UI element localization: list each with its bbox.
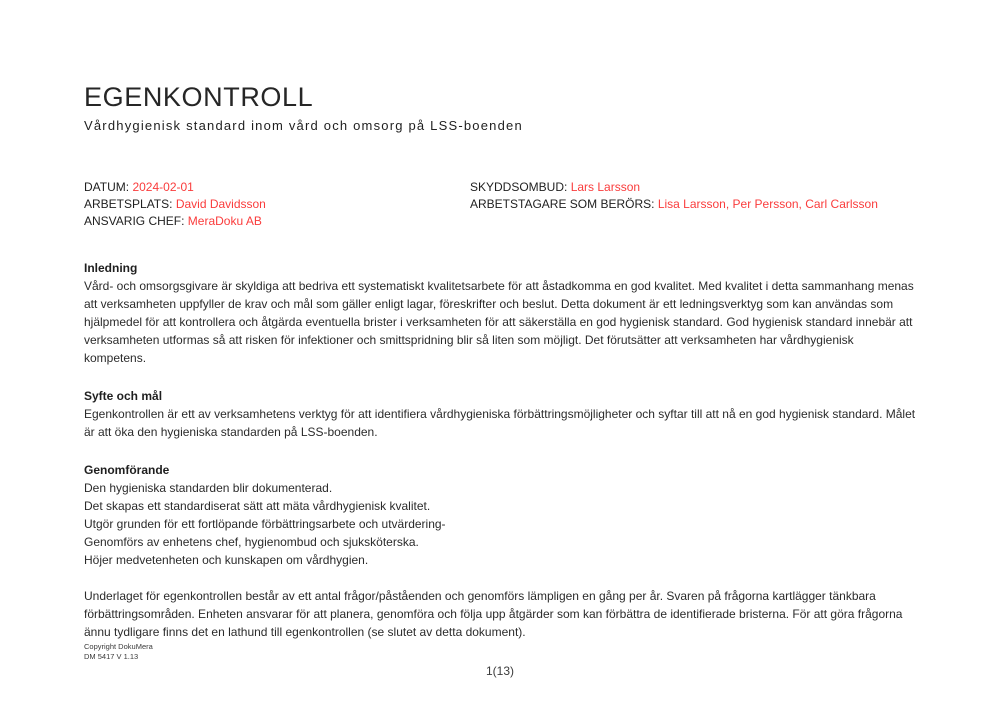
meta-label-ansvarig-chef: ANSVARIG CHEF: (84, 213, 188, 228)
meta-label-datum: DATUM: (84, 179, 133, 194)
meta-label-arbetstagare: ARBETSTAGARE SOM BERÖRS: (470, 196, 658, 211)
genomforande-line-5: Höjer medvetenheten och kunskapen om vårdhygien. (84, 552, 369, 567)
document-title: EGENKONTROLL (84, 82, 314, 112)
genomforande-lines (84, 479, 916, 569)
genomforande-line-4: Genomförs av enhetens chef, hygienombud och sjuksköterska. (84, 534, 419, 549)
meta-row-arbetsplats (84, 196, 470, 213)
meta-row-ansvarig-chef (84, 213, 470, 230)
section-paragraph-inledning: Vård- och omsorgsgivare är skyldiga att bedriva ett systematiskt kvalitetsarbete för att åstadkomma en god kvalitet. Med kvalitet i detta sammanhang menas att verksamheten uppfyller de krav och mål som gäller enligt lagar, föreskrifter och beslut. Detta dokument är ett ledningsverktyg som kan användas som hjälpmedel för att kontrollera och åtgärda eventuella brister i verksamheten för att säkerställa en god hygienisk standard. God hygienisk standard innebär att verksamheten utformas så att risken för infektioner och smittspridning blir så liten som möjligt. Det förutsätter att verksamheten har vårdhygienisk kompetens. (84, 278, 914, 365)
section-inledning (84, 259, 916, 367)
footer-version-line: DM 5417 V 1.13 (84, 652, 139, 661)
section-paragraph-syfte: Egenkontrollen är ett av verksamhetens verktyg för att identifiera vårdhygieniska förbättringsmöjligheter och syftar till att nå en god hygienisk standard. Målet är att öka den hygieniska standarden på LSS-boenden. (84, 406, 916, 439)
document-content (84, 0, 916, 678)
metadata-column-left (84, 179, 470, 230)
meta-value-skyddsombud: Lars Larsson (570, 179, 641, 194)
genomforande-line-1: Den hygieniska standarden blir dokumenterad. (84, 480, 333, 495)
section-heading-inledning: Inledning (84, 260, 138, 275)
footer-copyright-line: Copyright DokuMera (84, 642, 153, 651)
genomforande-line-2: Det skapas ett standardiserat sätt att mäta vårdhygienisk kvalitet. (84, 498, 431, 513)
meta-label-skyddsombud: SKYDDSOMBUD: (470, 179, 571, 194)
genomforande-line-3: Utgör grunden för ett fortlöpande förbättringsarbete och utvärdering- (84, 516, 446, 531)
metadata-block (84, 179, 916, 230)
meta-row-arbetstagare (470, 196, 916, 213)
closing-paragraph: Underlaget för egenkontrollen består av ett antal frågor/påståenden och genomförs lämpligen en gång per år. Svaren på frågorna kartlägger tänkbara förbättringsområden. Enheten ansvarar för att planera, genomföra och följa upp åtgärder som kan förbättra de identifierade bristerna. För att göra frågorna ännu tydligare finns det en lathund till egenkontrollen (se slutet av detta dokument). (84, 588, 903, 639)
document-subtitle: Vårdhygienisk standard inom vård och omsorg på LSS-boenden (84, 117, 523, 133)
meta-row-datum (84, 179, 470, 196)
section-heading-syfte: Syfte och mål (84, 388, 163, 403)
meta-row-skyddsombud (470, 179, 916, 196)
meta-value-arbetstagare: Lisa Larsson, Per Persson, Carl Carlsson (657, 196, 878, 211)
meta-value-ansvarig-chef: MeraDoku AB (187, 213, 262, 228)
section-heading-genomforande: Genomförande (84, 462, 170, 477)
meta-value-datum: 2024-02-01 (132, 179, 194, 194)
page-number: 1(13) (485, 663, 514, 678)
metadata-column-right (470, 179, 916, 230)
meta-label-arbetsplats: ARBETSPLATS: (84, 196, 176, 211)
meta-value-arbetsplats: David Davidsson (175, 196, 266, 211)
section-syfte-och-mal (84, 387, 916, 441)
document-footer (84, 642, 153, 662)
section-genomforande (84, 461, 916, 569)
